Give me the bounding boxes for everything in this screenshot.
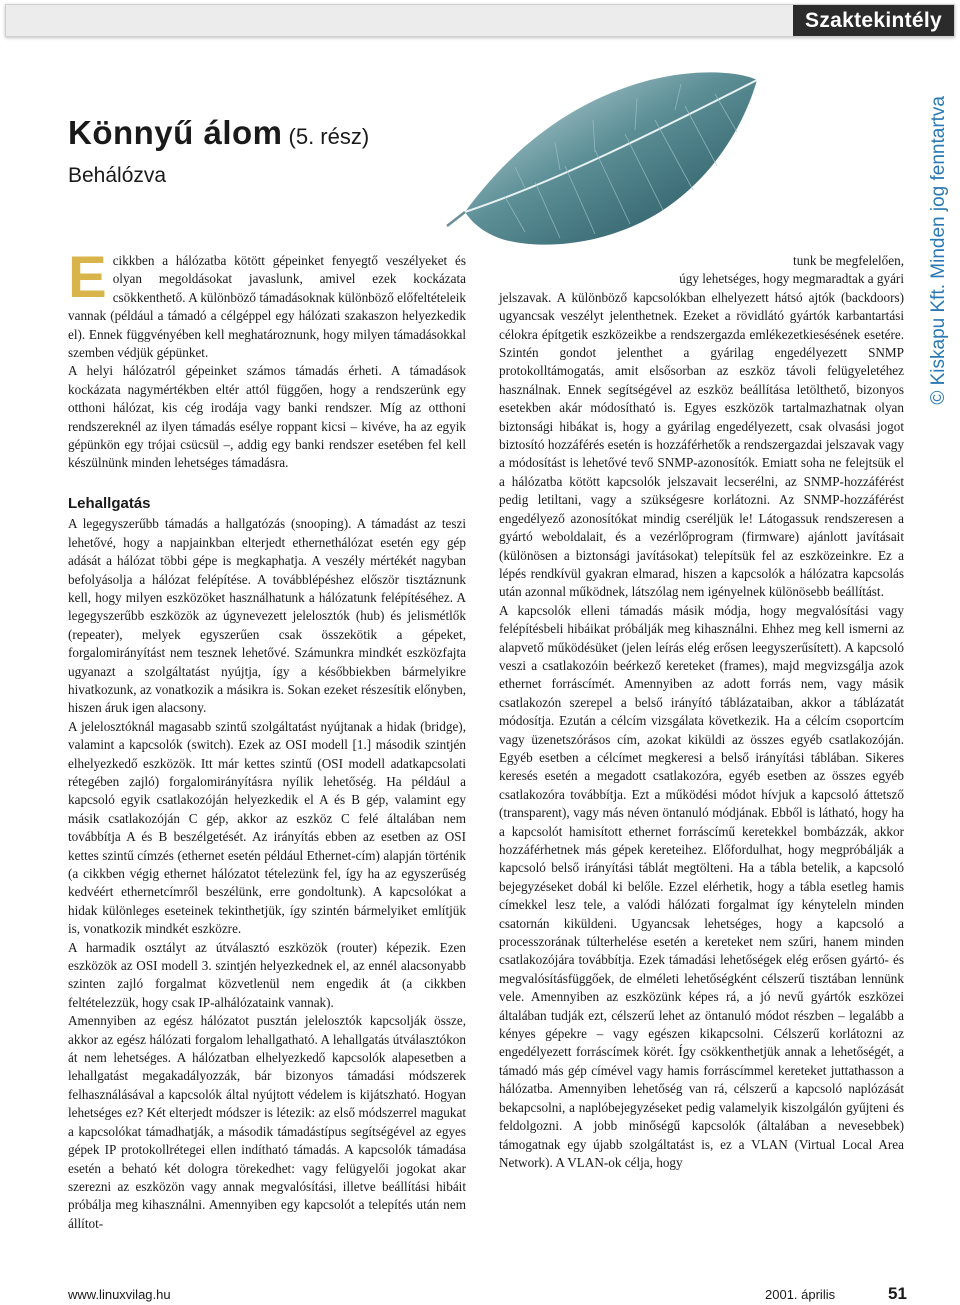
- left-column: [68, 245, 466, 1233]
- body-paragraph: A legegyszerűbb támadás a hallgatózás (snooping). A támadást az teszi lehetővé, hogy a napjainkban elterjedt ethernethálózat esetén egy gép adását a hálózat többi gépe is megkaphatja. A veszély mértékét nagyban befolyásolja a hálózat felépítése. A továbblépéshez először tisztáznunk kell, hogy milyen eszközöket használhatunk a hálózatunk felépítéséhez. A legegyszerűbb eszközök az úgynevezett jelelosztók (hub) és jelismétlők (repeater), melyek egyszerűen csak összekötik a gépeket, forgalomirányítást nem tesznek lehetővé. Számunkra mindkét eszközfajta ugyanazt a szolgáltatást nyújtja, így a későbbiekben bármelyikre hivatkozunk, az vonatkozik a másikra is. Sokan ezeket részesítik előnyben, hiszen áruk igen alacsony.: [68, 516, 466, 716]
- section-label: Szaktekintély: [793, 5, 954, 36]
- body-paragraph: jelszavak. A különböző kapcsolókban elhelyezett hátsó ajtók (backdoors) ugyancsak veszélyt jelenthetnek. Ezeket a rövidlátó gyártók karbantartási célokra építgetik eszközeikbe a rendszergazda emlékezetkiesésének esetére. Szintén gondot jelenthet a gyárilag engedélyezett SNMP protokolltámogatás, amit elsősorban az eszköz távoli felügyeletéhez használnak. Ennek segítségével az eszköz beállítása letölthető, bizonyos esetekben akár módosítható is. Egyes eszközök tartalmazhatnak olyan biztonsági hibákat is, hogy a gyárilag engedélyezett, csak olvasási jogot biztosító hozzáférés esetén is hozzáférhetők a rendszergazdai jelszavak vagy a módosítást is lehetővé tevő SNMP-azonosítók. Emiatt soha ne felejtsük el a hálózatba kötött kapcsolók jelszavait lecserélni, az SNMP-hozzáférést pedig letiltani, vagy a szükségesre korlátozni. Az SNMP-hozzáférést engedélyező azonosítókat mindig cseréljük le! Látogassuk rendszeresen a gyártó weboldalait, és a vezérlőprogram (firmware) ajánlott javításait (különösen a biztonsági javításokat) telepítsük fel az eszközeinkre. Ez a lépés rendkívül gyakran elmarad, hiszen a kapcsolók a hálózatra kapcsolás után azonnal működnek, látszólag nem igényelnek különösebb beállítást.: [499, 289, 904, 600]
- drop-cap: E: [68, 245, 107, 310]
- body-paragraph: A kapcsolók elleni támadás másik módja, hogy megvalósítási vagy felépítésbeli hibáikat próbálják meg kihasználni. Ehhez meg kell ismerni az alapvető működésüket (jelen leírás elég erősen leegyszerűsített). A kapcsoló veszi a csatlakozóin beérkező kereteket (frames), majd megvizsgálja azok ethernet forráscímét. Amennyiben az adott forrás nem, vagy másik csatlakozón szerepel a belső irányító táblázataiban, akkor a táblázatát módosítja. Ezután a célcím vizsgálata következik. Ha a célcím csoportcím vagy üzenetszórásos cím, azokat kiküldi az összes egyéb csatlakozóján. Egyéb esetben a célcímet megkeresi a belső irányítási táblában. Sikeres keresés esetén a megadott csatlakozóra, egyéb esetben az összes egyéb csatlakozóra továbbítja. Ezt a működési módot hívjuk a kapcsoló áttetsző (transparent), vagy más néven öntanuló módjának. Ebből is látható, hogy ha a kapcsolót hamisított ethernet forráscímű keretekkel bombázzák, akkor hozzáférhetnek más gépek kereteihez. Előfordulhat, hogy megpróbálják a kapcsoló belső irányítási táblát megtölteni. Ha a tábla betelik, a kapcsoló bejegyzéseket dobál ki belőle. Ezzel elérhetik, hogy a tábla esetleg hamis címekkel lesz tele, a valódi hálózati forgalmat így kényteleln minden csatornán kiküldeni. Ugyancsak lehetséges, hogy a kapcsoló a processzorának túlterhelése esetén a kereteket nem szűri, hanem minden csatlakozójára továbbítja. Ezek támadási lehetőségek elég erősen gyártó- és megvalósításfüggőek, de elméleti lehetőségként célszerű tisztában lennünk vele. Amennyiben az eszközünk képes rá, a jó nevű gyártók eszközei általában tudják ezt, célszerű lehet az öntanuló módot részben – legalább a kényes gépekre – vagy egészen kikapcsolni. Célszerű korlátozni az engedélyezett forráscímek körét. Így csökkenthetjük annak a lehetőségét, a támadó más gép címével vagy hamis forráscímmel kereteket juttathasson a hálózatba. Amennyiben lehetőség van rá, célszerű a kapcsoló naplózását bekapcsolni, a naplóbejegyzéseket pedig valamelyik kiszolgálón gyűjteni és feldolgozni. A jobb minőségű kapcsolók (általában a nevesebbek) támogatnak egy újabb szolgáltatást is, ez a VLAN (Virtual Local Area Network). A VLAN-ok célja, hogy: [499, 602, 904, 1170]
- article-title-main: Könnyű álom: [68, 114, 283, 151]
- body-paragraph: A helyi hálózatról gépeinket számos támadás érheti. A támadások kockázata nagymértékben eltér attól függően, hogy a rendszerünk egy otthoni hálózat, kis cég irodája vagy banki rendszer. Míg az otthoni rendszereknél az ilyen támadás esélye roppant kicsi – kivéve, ha az egyik gépünkön egy trójai csücsül –, addig egy banki rendszer esetében fel kell készülnünk minden lehetséges támadásra.: [68, 363, 466, 471]
- section-heading: Lehallgatás: [68, 494, 151, 512]
- body-paragraph: A jelelosztóknál magasabb szintű szolgáltatást nyújtanak a hidak (bridge), valamint a kapcsolók (switch). Ezek az OSI modell [1.] második szintjén elhelyezkedő eszközök. Itt már kettes szintű (OSI modell adatkapcsolati rétegében zajló) forgalomirányításra nyílik lehetőség. Ha például a kapcsoló egyik csatlakozóján helyezkedik el A és B gép, valamint egy másik csatlakozóján C gép, akkor az eszköz C felé általában nem továbbítja A és B beszélgetését. Az irányítás ebben az esetben az OSI kettes szintű címzés (ethernet esetén például Ethernet-cím) alapján történik (a cikkben végig ethernet hálózatot tételezünk fel, így ha az egyszerűség kedvéért ethernetcímről beszélünk, erre gondoltunk). A kapcsolókat a hidak különleges eseteinek tekinthetjük, így szintén bármelyiket említjük is, vonatkozik mindkét eszközre.: [68, 718, 466, 937]
- lead-paragraph: [68, 245, 466, 362]
- body-line: tunk be megfelelően,: [793, 253, 904, 268]
- footer-website: www.linuxvilag.hu: [68, 1287, 171, 1302]
- top-header-bar: [5, 4, 955, 37]
- footer-date: 2001. április: [765, 1287, 836, 1302]
- body-line: úgy lehetséges, hogy megmaradtak a gyári: [679, 271, 904, 287]
- article-subtitle: Behálózva: [68, 164, 167, 187]
- feather-illustration: [445, 62, 765, 252]
- body-paragraph: Amennyiben az egész hálózatot pusztán jelelosztók kapcsolják össze, akkor az egész hálózati forgalom lehallgatható. A lehallgatás útválasztókon át nem lehetséges. A hálózatban elhelyezkedő kapcsolók alapesetben a lehallgatást megakadályozzák, bár bizonyos támadási módszerek felhasználásával a kapcsolók által nyújtott védelem is kijátszható. Hogyan lehetséges ez? Két elterjedt módszer is létezik: az első módszerrel magukat a kapcsolókat támadhatják, a második támadástípus segítségével az egyes gépek IP protokollrétegei ellen indítható támadás. A kapcsolók támadása esetén a beható két dologra törekedhet: vagy felügyelői jogokat akar szerezni az eszközön vagy annak megvalósítási, illetve beállítási hibáit próbálja meg kihasználni. Amennyiben egy kapcsolót a telepítés után nem állítot-: [68, 1013, 466, 1231]
- body-paragraph: A harmadik osztályt az útválasztó eszközök (router) képezik. Ezen eszközök az OSI modell 3. szintjén helyezkednek el, az ennél alacsonyabb szinten zajló forgalmat közvetlenül nem engedik át (a cikkben feltételezzük, hogy csak IP-alhálózataink vannak).: [68, 939, 466, 1010]
- article-title: [68, 114, 369, 152]
- copyright-notice: © Kiskapu Kft. Minden jog fenntartva: [928, 96, 949, 405]
- lead-text: cikkben a hálózatba kötött gépeinket fenyegtő veszélyeket és olyan megoldásokat javaslunk, amivel ezek kockázata csökkenthető. A különböző támadásoknak különböző előfeltételeik vannak (például a támadó a célgéppel egy hálózati szakaszon helyezkedik el). Ennek függvényében kell meghatároznunk, hogy milyen támadásokkal szemben védjük gépünket.: [68, 253, 466, 361]
- right-column: [499, 252, 904, 1172]
- page-number: 51: [888, 1284, 907, 1303]
- article-part: (5. rész): [288, 124, 370, 149]
